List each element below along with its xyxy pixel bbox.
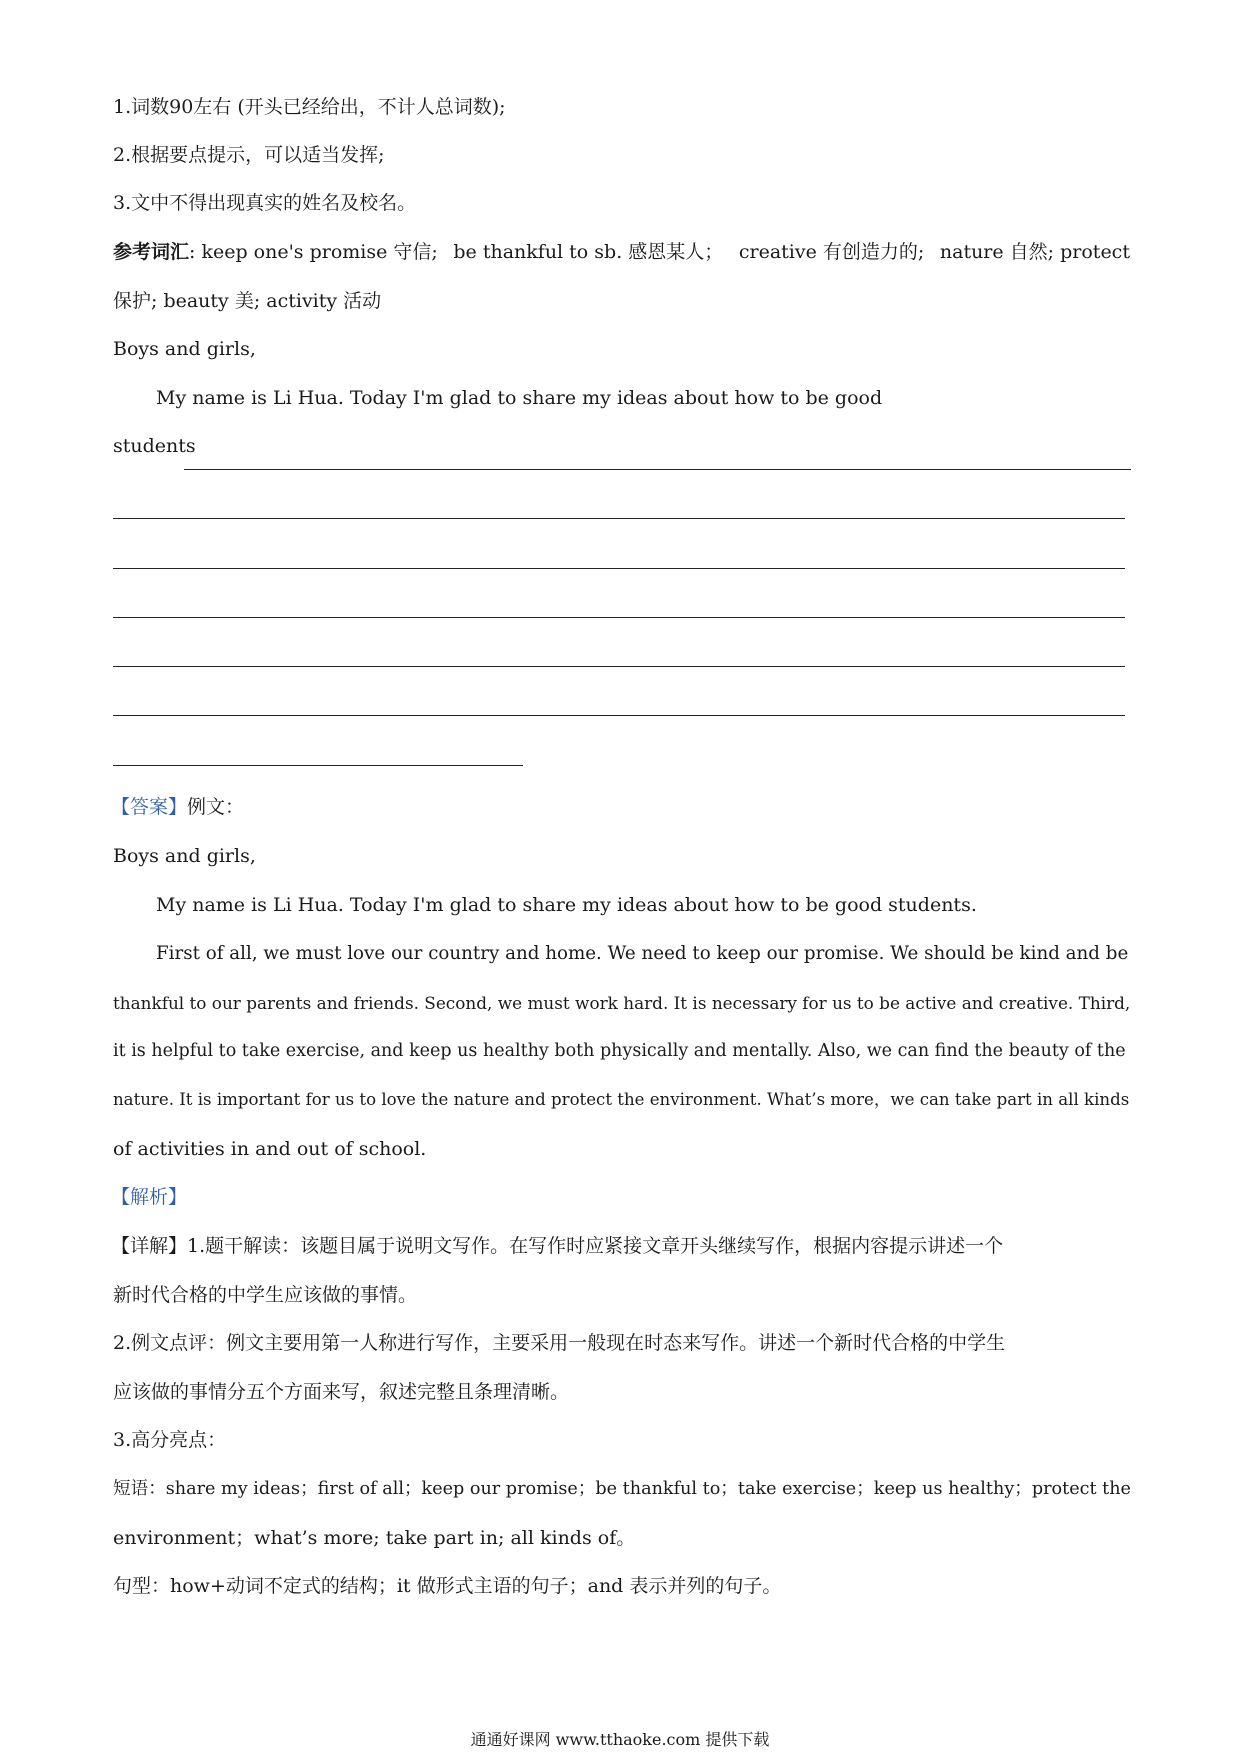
analysis-highlights: 3.高分亮点： [113, 1429, 227, 1451]
answer-para-1: My name is Li Hua. Today I'm glad to share my ideas about how to be good students. [156, 894, 977, 916]
analysis-patterns: 句型：how+动词不定式的结构；it 做形式主语的句子；and 表示并列的句子。 [113, 1575, 782, 1597]
analysis-detail-line-2: 新时代合格的中学生应该做的事情。 [113, 1284, 418, 1306]
vocab-item-3: creative 有创造力的; [738, 241, 925, 263]
prompt-continued: students [113, 435, 196, 457]
writing-line-5 [113, 666, 1125, 667]
vocab-item-1: : keep one's promise 守信; [189, 241, 438, 263]
vocab-line-1 [113, 239, 1130, 265]
answer-greeting: Boys and girls, [113, 845, 256, 867]
analysis-phrases-line-2: environment；what’s more; take part in; all kinds of。 [113, 1527, 636, 1549]
requirement-2: 2.根据要点提示，可以适当发挥; [113, 144, 385, 166]
writing-line-4 [113, 617, 1125, 618]
vocab-line-2: 保护; beauty 美; activity 活动 [113, 290, 382, 312]
prompt-opening: My name is Li Hua. Today I'm glad to share my ideas about how to be good [156, 387, 883, 409]
writing-line-7 [113, 765, 523, 766]
prompt-greeting: Boys and girls, [113, 338, 256, 360]
analysis-tag: 【解析】 [111, 1186, 188, 1208]
writing-line-1 [184, 469, 1131, 470]
answer-heading [111, 794, 1128, 820]
answer-para-2-line-2: thankful to our parents and friends. Second, we must work hard. It is necessary for us to be active and creative. Third, [113, 993, 1131, 1013]
vocab-item-2: be thankful to sb. 感恩某人； [453, 241, 724, 263]
answer-para-2-line-3: it is helpful to take exercise, and keep us healthy both physically and mentally. Also, we can find the beauty of the [113, 1041, 1126, 1061]
answer-label: 例文： [187, 796, 245, 818]
analysis-phrases-line-1: 短语：share my ideas；first of all；keep our promise；be thankful to；take exercise；keep us healthy；protect the [113, 1479, 1131, 1499]
writing-line-2 [113, 518, 1125, 519]
analysis-comment-line-2: 应该做的事情分五个方面来写，叙述完整且条理清晰。 [113, 1381, 570, 1403]
answer-tag: 【答案】 [111, 796, 188, 818]
answer-para-2-line-4: nature. It is important for us to love the nature and protect the environment. What’s more，we can take part in all kinds [113, 1090, 1130, 1109]
requirement-1: 1.词数90左右 (开头已经给出，不计人总词数); [113, 96, 506, 118]
vocab-label: 参考词汇 [113, 241, 190, 263]
page-footer: 通通好课网 www.tthaoke.com 提供下载 [470, 1730, 770, 1749]
requirement-3: 3.文中不得出现真实的姓名及校名。 [113, 192, 417, 214]
analysis-detail-line-1 [111, 1233, 1128, 1259]
writing-line-6 [113, 715, 1125, 716]
vocab-item-4: nature 自然; protect [939, 241, 1130, 263]
detail-tag: 【详解】 [111, 1235, 188, 1257]
writing-line-3 [113, 568, 1125, 569]
analysis-comment-line-1: 2.例文点评：例文主要用第一人称进行写作，主要采用一般现在时态来写作。讲述一个新时代合格的中学生 [113, 1332, 1006, 1354]
answer-para-2-line-1: First of all, we must love our country and home. We need to keep our promise. We should be kind and be [156, 943, 1129, 964]
detail-text: 1.题干解读：该题目属于说明文写作。在写作时应紧接文章开头继续写作，根据内容提示讲述一个 [187, 1235, 1004, 1257]
vocab-label-group [113, 239, 438, 265]
answer-para-2-line-5: of activities in and out of school. [113, 1138, 427, 1160]
